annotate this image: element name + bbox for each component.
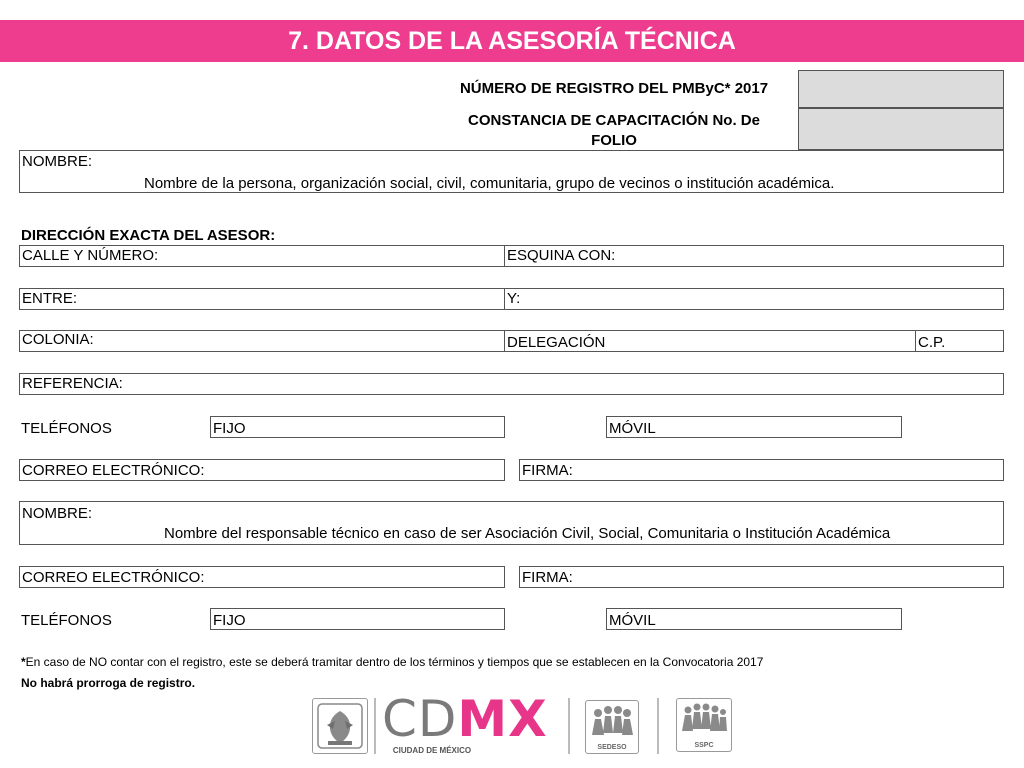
footnote-star: * [21,655,26,669]
cdmx-logo-cd: CD [382,690,458,748]
delegacion-label: DELEGACIÓN [507,334,606,351]
responsable-firma-label: FIRMA: [522,569,573,586]
responsable-firma-field[interactable] [519,566,1004,588]
y-input[interactable] [504,288,1004,310]
responsable-telefonos-label: TELÉFONOS [21,612,112,629]
asesor-nombre-hint: Nombre de la persona, organización social, civil, comunitaria, grupo de vecinos o institución académica. [144,175,835,192]
constancia-label [430,111,798,151]
direccion-heading: DIRECCIÓN EXACTA DEL ASESOR: [21,227,276,244]
sspc-logo [676,698,732,752]
constancia-label-line1: CONSTANCIA DE CAPACITACIÓN No. De [468,112,760,129]
registro-field[interactable] [798,70,1004,108]
entre-label: ENTRE: [22,290,78,307]
footnote [21,655,763,669]
cdmx-logo-subtitle: CIUDAD DE MÉXICO [392,746,472,755]
responsable-nombre-label: NOMBRE: [22,505,93,522]
responsable-fijo-label: FIJO [213,612,246,629]
sspc-label: SSPC [694,742,714,749]
responsable-movil-label: MÓVIL [609,612,656,629]
logo-divider [374,698,376,754]
people-group-icon [586,701,638,739]
responsable-movil-field[interactable] [606,608,902,630]
registro-label: NÚMERO DE REGISTRO DEL PMByC* 2017 [459,80,769,97]
asesor-correo-field[interactable] [19,459,505,481]
sedeso-logo [585,700,639,754]
sedeso-label: SEDESO [597,744,627,751]
asesor-nombre-label: NOMBRE: [22,153,93,170]
calle-label: CALLE Y NÚMERO: [22,247,159,264]
asesor-fijo-label: FIJO [213,420,246,437]
responsable-nombre-field[interactable] [19,501,1004,545]
cp-input[interactable] [915,330,1004,352]
cdmx-logo [382,690,550,756]
cp-label: C.P. [918,334,946,351]
asesor-nombre-field[interactable] [19,150,1004,193]
colonia-input[interactable] [19,330,504,352]
y-label: Y: [507,290,521,307]
cdmx-logo-mx: MX [457,690,548,748]
responsable-correo-label: CORREO ELECTRÓNICO: [22,569,205,586]
eagle-seal-icon [313,699,367,753]
asesor-movil-label: MÓVIL [609,420,656,437]
asesor-firma-field[interactable] [519,459,1004,481]
colonia-label: COLONIA: [22,331,94,348]
asesor-firma-label: FIRMA: [522,462,573,479]
people-group-icon [677,699,731,737]
esquina-label: ESQUINA CON: [507,247,616,264]
responsable-correo-field[interactable] [19,566,505,588]
asesor-correo-label: CORREO ELECTRÓNICO: [22,462,205,479]
entre-input[interactable] [19,288,504,310]
referencia-label: REFERENCIA: [22,375,123,392]
asesor-movil-field[interactable] [606,416,902,438]
section-title: 7. DATOS DE LA ASESORÍA TÉCNICA [0,20,1024,62]
delegacion-input[interactable] [504,330,915,352]
constancia-folio-field[interactable] [798,108,1004,150]
responsable-fijo-field[interactable] [210,608,505,630]
asesor-telefonos-label: TELÉFONOS [21,420,112,437]
logo-divider [568,698,570,754]
logo-divider [657,698,659,754]
referencia-field[interactable] [19,373,1004,395]
calle-input[interactable] [19,245,504,267]
gobierno-seal-logo [312,698,368,754]
footnote-text: En caso de NO contar con el registro, este se deberá tramitar dentro de los términos y tiempos que se establecen en la Convocatoria 2017 [25,655,764,669]
responsable-nombre-hint: Nombre del responsable técnico en caso de ser Asociación Civil, Social, Comunitaria o Institución Académica [164,525,891,542]
footnote-bold: No habrá prorroga de registro. [21,676,196,690]
esquina-input[interactable] [504,245,1004,267]
constancia-label-line2: FOLIO [591,132,637,149]
asesor-fijo-field[interactable] [210,416,505,438]
